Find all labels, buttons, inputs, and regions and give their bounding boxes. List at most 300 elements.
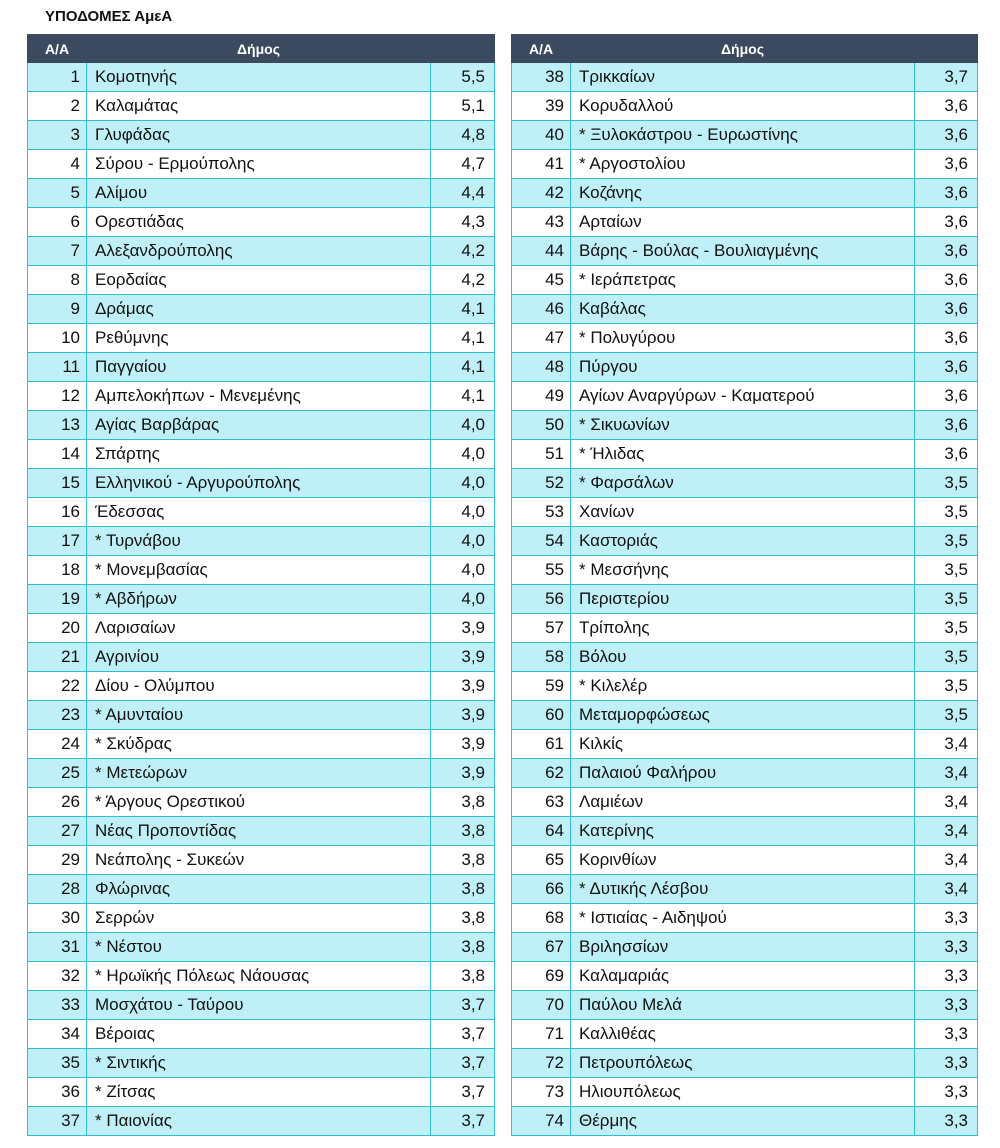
score-value: 3,4 [915,730,978,759]
row-number: 57 [512,614,571,643]
row-number: 15 [28,469,87,498]
score-value: 3,6 [915,411,978,440]
score-value: 3,5 [915,498,978,527]
score-value: 3,6 [915,382,978,411]
row-number: 74 [512,1107,571,1136]
municipality-name: * Ιστιαίας - Αιδηψού [571,904,915,933]
row-number: 23 [28,701,87,730]
row-number: 51 [512,440,571,469]
table-row [28,1107,495,1136]
score-value: 4,0 [431,498,495,527]
header-municipality: Δήμος [571,35,915,63]
row-number: 33 [28,991,87,1020]
municipality-name: Θέρμης [571,1107,915,1136]
row-number: 61 [512,730,571,759]
row-number: 39 [512,92,571,121]
municipality-name: * Ζίτσας [87,1078,431,1107]
municipality-name: * Πολυγύρου [571,324,915,353]
score-value: 3,7 [431,1078,495,1107]
municipality-name: Πετρουπόλεως [571,1049,915,1078]
table-row [28,440,495,469]
table-row [512,759,978,788]
row-number: 60 [512,701,571,730]
municipality-name: Αγίων Αναργύρων - Καματερού [571,382,915,411]
score-value: 3,7 [915,63,978,92]
score-value: 4,8 [431,121,495,150]
table-row [512,1020,978,1049]
row-number: 73 [512,1078,571,1107]
row-number: 20 [28,614,87,643]
row-number: 43 [512,208,571,237]
table-row [512,63,978,92]
table-row [512,904,978,933]
score-value: 3,4 [915,759,978,788]
table-row [28,92,495,121]
row-number: 54 [512,527,571,556]
municipality-name: Αλεξανδρούπολης [87,237,431,266]
table-row [28,846,495,875]
ranking-table-right [511,34,978,1136]
score-value: 5,1 [431,92,495,121]
row-number: 7 [28,237,87,266]
row-number: 8 [28,266,87,295]
municipality-name: * Μονεμβασίας [87,556,431,585]
score-value: 3,3 [915,1020,978,1049]
row-number: 5 [28,179,87,208]
table-row [28,904,495,933]
score-value: 3,5 [915,556,978,585]
header-value [431,35,495,63]
municipality-name: Πύργου [571,353,915,382]
row-number: 55 [512,556,571,585]
table-row [28,498,495,527]
table-row [512,701,978,730]
score-value: 3,3 [915,933,978,962]
table-row [28,324,495,353]
municipality-name: Εορδαίας [87,266,431,295]
municipality-name: Σερρών [87,904,431,933]
table-row [512,614,978,643]
score-value: 3,4 [915,817,978,846]
table-row [512,440,978,469]
row-number: 4 [28,150,87,179]
municipality-name: Καλαμαριάς [571,962,915,991]
table-row [28,759,495,788]
table-row [512,324,978,353]
score-value: 3,6 [915,92,978,121]
score-value: 3,9 [431,701,495,730]
municipality-name: Σύρου - Ερμούπολης [87,150,431,179]
table-row [512,121,978,150]
score-value: 3,8 [431,788,495,817]
table-row [512,498,978,527]
score-value: 4,0 [431,469,495,498]
score-value: 3,7 [431,991,495,1020]
municipality-name: Κοζάνης [571,179,915,208]
municipality-name: Μεταμορφώσεως [571,701,915,730]
row-number: 19 [28,585,87,614]
score-value: 3,8 [431,962,495,991]
row-number: 38 [512,63,571,92]
table-row [512,1049,978,1078]
row-number: 64 [512,817,571,846]
row-number: 26 [28,788,87,817]
row-number: 63 [512,788,571,817]
municipality-name: Λαρισαίων [87,614,431,643]
municipality-name: Βριλησσίων [571,933,915,962]
table-row [512,788,978,817]
row-number: 3 [28,121,87,150]
score-value: 4,1 [431,382,495,411]
row-number: 40 [512,121,571,150]
row-number: 44 [512,237,571,266]
municipality-name: Νεάπολης - Συκεών [87,846,431,875]
table-row [28,614,495,643]
municipality-name: * Μετεώρων [87,759,431,788]
row-number: 69 [512,962,571,991]
header-value [915,35,978,63]
row-number: 31 [28,933,87,962]
score-value: 4,1 [431,324,495,353]
table-row [28,817,495,846]
row-number: 29 [28,846,87,875]
municipality-name: Δίου - Ολύμπου [87,672,431,701]
row-number: 24 [28,730,87,759]
municipality-name: Καλαμάτας [87,92,431,121]
table-row [512,469,978,498]
score-value: 3,6 [915,237,978,266]
score-value: 3,9 [431,759,495,788]
score-value: 3,9 [431,643,495,672]
table-row [512,556,978,585]
score-value: 4,7 [431,150,495,179]
table-row [512,585,978,614]
table-row [28,411,495,440]
table-row [512,237,978,266]
row-number: 11 [28,353,87,382]
table-row [28,701,495,730]
table-row [28,353,495,382]
table-header-row [512,35,978,63]
municipality-name: * Σκύδρας [87,730,431,759]
municipality-name: * Ηρωϊκής Πόλεως Νάουσας [87,962,431,991]
municipality-name: Καβάλας [571,295,915,324]
table-row [512,150,978,179]
score-value: 3,6 [915,295,978,324]
table-row [512,179,978,208]
municipality-name: Περιστερίου [571,585,915,614]
row-number: 22 [28,672,87,701]
table-row [512,208,978,237]
municipality-name: Αμπελοκήπων - Μενεμένης [87,382,431,411]
table-row [512,266,978,295]
score-value: 3,3 [915,1078,978,1107]
row-number: 71 [512,1020,571,1049]
municipality-name: Τρίπολης [571,614,915,643]
row-number: 13 [28,411,87,440]
score-value: 3,9 [431,730,495,759]
page-title: ΥΠΟΔΟΜΕΣ ΑμεΑ [45,8,173,25]
score-value: 3,6 [915,266,978,295]
table-row [28,933,495,962]
score-value: 3,9 [431,672,495,701]
score-value: 3,3 [915,1049,978,1078]
municipality-name: * Άργους Ορεστικού [87,788,431,817]
row-number: 42 [512,179,571,208]
table-row [28,1078,495,1107]
municipality-name: Αγίας Βαρβάρας [87,411,431,440]
row-number: 53 [512,498,571,527]
score-value: 3,8 [431,933,495,962]
row-number: 18 [28,556,87,585]
municipality-name: Παύλου Μελά [571,991,915,1020]
table-row [28,266,495,295]
score-value: 3,8 [431,875,495,904]
row-number: 37 [28,1107,87,1136]
municipality-name: Χανίων [571,498,915,527]
municipality-name: Ρεθύμνης [87,324,431,353]
score-value: 3,6 [915,150,978,179]
score-value: 3,5 [915,585,978,614]
score-value: 3,7 [431,1020,495,1049]
score-value: 3,6 [915,121,978,150]
row-number: 68 [512,904,571,933]
table-row [512,672,978,701]
row-number: 62 [512,759,571,788]
municipality-name: Ελληνικού - Αργυρούπολης [87,469,431,498]
score-value: 3,8 [431,846,495,875]
table-row [28,875,495,904]
row-number: 10 [28,324,87,353]
row-number: 14 [28,440,87,469]
row-number: 2 [28,92,87,121]
row-number: 46 [512,295,571,324]
table-row [28,556,495,585]
score-value: 4,2 [431,266,495,295]
municipality-name: Νέας Προποντίδας [87,817,431,846]
municipality-name: Γλυφάδας [87,121,431,150]
municipality-name: Κορινθίων [571,846,915,875]
header-municipality: Δήμος [87,35,431,63]
row-number: 32 [28,962,87,991]
table-row [28,121,495,150]
score-value: 3,5 [915,527,978,556]
municipality-name: Καστοριάς [571,527,915,556]
row-number: 1 [28,63,87,92]
municipality-name: * Νέστου [87,933,431,962]
table-header-row [28,35,495,63]
municipality-name: Ηλιουπόλεως [571,1078,915,1107]
score-value: 3,6 [915,179,978,208]
score-value: 5,5 [431,63,495,92]
table-row [512,875,978,904]
table-row [512,846,978,875]
table-row [512,92,978,121]
score-value: 4,0 [431,527,495,556]
table-row [512,382,978,411]
row-number: 17 [28,527,87,556]
score-value: 4,1 [431,353,495,382]
municipality-name: * Ξυλοκάστρου - Ευρωστίνης [571,121,915,150]
municipality-name: Παλαιού Φαλήρου [571,759,915,788]
score-value: 4,0 [431,556,495,585]
municipality-name: Βόλου [571,643,915,672]
table-row [512,730,978,759]
municipality-name: Μοσχάτου - Ταύρου [87,991,431,1020]
score-value: 3,6 [915,353,978,382]
table-row [28,295,495,324]
row-number: 36 [28,1078,87,1107]
municipality-name: Αγρινίου [87,643,431,672]
row-number: 67 [512,933,571,962]
table-row [28,1049,495,1078]
row-number: 48 [512,353,571,382]
table-row [28,672,495,701]
table-row [28,962,495,991]
score-value: 3,3 [915,1107,978,1136]
score-value: 3,7 [431,1107,495,1136]
municipality-name: Αρταίων [571,208,915,237]
table-row [512,1078,978,1107]
municipality-name: * Ιεράπετρας [571,266,915,295]
score-value: 4,0 [431,585,495,614]
score-value: 3,5 [915,672,978,701]
municipality-name: Δράμας [87,295,431,324]
municipality-name: * Ήλιδας [571,440,915,469]
table-row [28,991,495,1020]
table-row [28,1020,495,1049]
score-value: 3,6 [915,440,978,469]
table-row [512,643,978,672]
municipality-name: * Σικυωνίων [571,411,915,440]
table-row [512,933,978,962]
table-row [28,527,495,556]
row-number: 34 [28,1020,87,1049]
score-value: 4,1 [431,295,495,324]
municipality-name: * Κιλελέρ [571,672,915,701]
table-row [512,1107,978,1136]
row-number: 72 [512,1049,571,1078]
score-value: 3,7 [431,1049,495,1078]
score-value: 4,2 [431,237,495,266]
row-number: 59 [512,672,571,701]
municipality-name: * Φαρσάλων [571,469,915,498]
row-number: 12 [28,382,87,411]
table-row [28,730,495,759]
score-value: 3,5 [915,701,978,730]
score-value: 3,4 [915,788,978,817]
row-number: 50 [512,411,571,440]
score-value: 3,3 [915,991,978,1020]
table-row [28,208,495,237]
table-row [512,295,978,324]
row-number: 9 [28,295,87,324]
row-number: 21 [28,643,87,672]
table-row [512,962,978,991]
table-row [512,411,978,440]
score-value: 3,6 [915,324,978,353]
score-value: 3,3 [915,904,978,933]
header-number: Α/Α [28,35,87,63]
score-value: 4,3 [431,208,495,237]
row-number: 41 [512,150,571,179]
score-value: 3,5 [915,469,978,498]
municipality-name: Καλλιθέας [571,1020,915,1049]
row-number: 16 [28,498,87,527]
table-row [512,527,978,556]
municipality-name: Κατερίνης [571,817,915,846]
row-number: 70 [512,991,571,1020]
municipality-name: Αλίμου [87,179,431,208]
municipality-name: * Αργοστολίου [571,150,915,179]
municipality-name: * Αβδήρων [87,585,431,614]
ranking-table-left [27,34,495,1136]
municipality-name: * Τυρνάβου [87,527,431,556]
municipality-name: Βάρης - Βούλας - Βουλιαγμένης [571,237,915,266]
table-row [28,179,495,208]
row-number: 47 [512,324,571,353]
municipality-name: * Παιονίας [87,1107,431,1136]
row-number: 35 [28,1049,87,1078]
table-body-left [28,63,495,1136]
table-row [28,788,495,817]
row-number: 65 [512,846,571,875]
score-value: 4,0 [431,440,495,469]
row-number: 25 [28,759,87,788]
municipality-name: Κιλκίς [571,730,915,759]
municipality-name: * Μεσσήνης [571,556,915,585]
row-number: 30 [28,904,87,933]
score-value: 4,0 [431,411,495,440]
municipality-name: Ορεστιάδας [87,208,431,237]
score-value: 3,5 [915,614,978,643]
row-number: 27 [28,817,87,846]
municipality-name: Βέροιας [87,1020,431,1049]
municipality-name: * Δυτικής Λέσβου [571,875,915,904]
municipality-name: Τρικκαίων [571,63,915,92]
table-row [28,469,495,498]
table-row [28,585,495,614]
table-row [512,817,978,846]
score-value: 3,4 [915,875,978,904]
score-value: 3,8 [431,817,495,846]
row-number: 45 [512,266,571,295]
row-number: 6 [28,208,87,237]
table-row [28,150,495,179]
score-value: 3,4 [915,846,978,875]
header-number: Α/Α [512,35,571,63]
table-body-right [512,63,978,1136]
table-row [512,353,978,382]
score-value: 3,6 [915,208,978,237]
row-number: 66 [512,875,571,904]
row-number: 49 [512,382,571,411]
row-number: 28 [28,875,87,904]
row-number: 58 [512,643,571,672]
table-row [28,237,495,266]
municipality-name: Κορυδαλλού [571,92,915,121]
municipality-name: Παγγαίου [87,353,431,382]
table-row [28,643,495,672]
score-value: 3,5 [915,643,978,672]
municipality-name: Σπάρτης [87,440,431,469]
municipality-name: Κομοτηνής [87,63,431,92]
table-row [28,382,495,411]
table-row [512,991,978,1020]
score-value: 3,3 [915,962,978,991]
score-value: 4,4 [431,179,495,208]
row-number: 56 [512,585,571,614]
